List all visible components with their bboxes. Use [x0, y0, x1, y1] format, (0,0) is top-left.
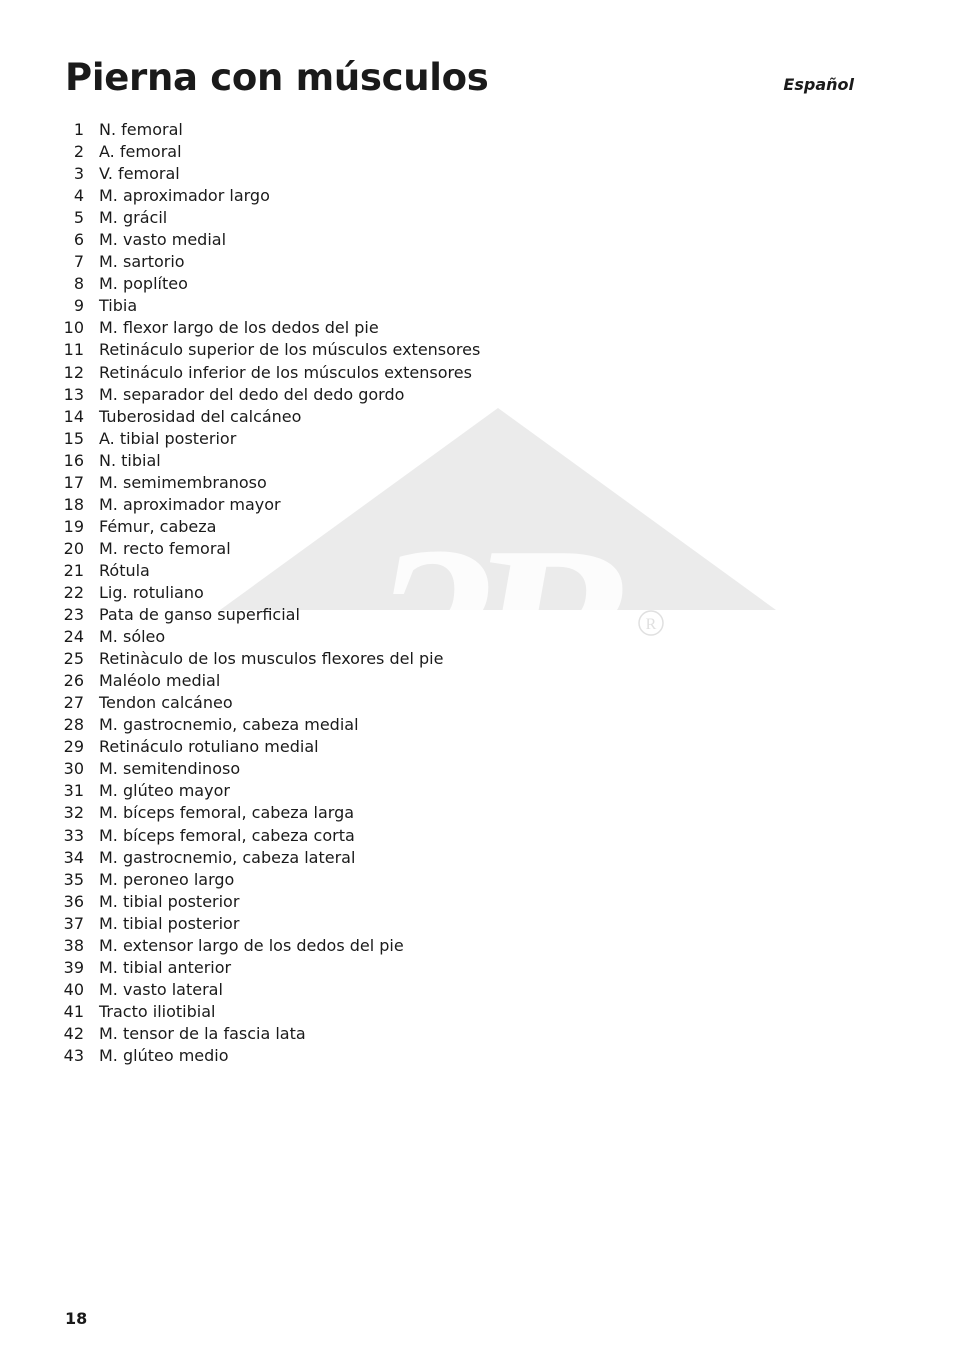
list-item — [60, 295, 480, 317]
list-item — [60, 516, 480, 538]
item-label: M. vasto lateral — [99, 979, 223, 999]
item-label: M. aproximador mayor — [99, 494, 281, 514]
item-label: N. femoral — [99, 120, 183, 139]
item-number: 4 — [73, 186, 84, 206]
list-item — [60, 450, 480, 472]
list-item — [60, 339, 480, 361]
item-number: 15 — [63, 428, 84, 448]
list-item — [60, 428, 480, 450]
item-number: 11 — [63, 340, 84, 360]
item-number: 5 — [73, 208, 84, 228]
list-item — [60, 780, 480, 802]
item-label: M. bíceps femoral, cabeza larga — [99, 803, 355, 823]
list-item — [60, 560, 480, 582]
item-label: Tracto iliotibial — [99, 1001, 216, 1021]
list-item — [60, 494, 480, 516]
item-label: Tuberosidad del calcáneo — [99, 406, 302, 426]
item-number: 18 — [63, 494, 84, 514]
list-item — [60, 472, 480, 494]
item-number: 42 — [63, 1023, 84, 1043]
item-number: 26 — [63, 671, 84, 691]
item-label: M. glúteo medio — [99, 1045, 229, 1065]
list-item — [60, 251, 480, 273]
list-item — [60, 406, 480, 428]
item-label: Pata de ganso superficial — [99, 605, 300, 625]
list-item — [60, 891, 480, 913]
item-number: 31 — [63, 781, 84, 801]
list-item — [60, 185, 480, 207]
item-number: 16 — [63, 450, 84, 470]
list-item — [60, 1001, 480, 1023]
item-number: 1 — [73, 120, 84, 139]
item-number: 7 — [73, 252, 84, 272]
item-number: 32 — [63, 803, 84, 823]
item-number: 3 — [73, 164, 84, 184]
item-number: 12 — [63, 362, 84, 382]
item-number: 22 — [63, 582, 84, 602]
item-number: 23 — [63, 605, 84, 625]
list-item — [60, 538, 480, 560]
item-label: M. vasto medial — [99, 230, 227, 250]
item-label: Retináculo rotuliano medial — [99, 737, 319, 757]
item-label: M. tibial posterior — [99, 913, 240, 933]
item-label: M. gastrocnemio, cabeza medial — [99, 715, 359, 735]
item-number: 28 — [63, 715, 84, 735]
item-label: M. extensor largo de los dedos del pie — [99, 935, 404, 955]
language-label: Español — [783, 75, 854, 94]
item-number: 37 — [63, 913, 84, 933]
item-label: M. gastrocnemio, cabeza lateral — [99, 847, 356, 867]
item-number: 25 — [63, 649, 84, 669]
page-title: Pierna con músculos — [65, 56, 489, 99]
item-number: 35 — [63, 869, 84, 889]
list-item — [60, 119, 480, 141]
list-item — [60, 1023, 480, 1045]
item-label: Fémur, cabeza — [99, 516, 217, 536]
list-item — [60, 273, 480, 295]
list-item — [60, 207, 480, 229]
item-label: Rótula — [99, 560, 150, 580]
item-label: M. tensor de la fascia lata — [99, 1023, 306, 1043]
item-label: M. sóleo — [99, 627, 166, 647]
watermark-registered-letter: R — [645, 616, 657, 633]
list-item — [60, 979, 480, 1001]
item-label: Retináculo superior de los músculos extensores — [99, 340, 481, 360]
item-label: Tibia — [99, 296, 138, 316]
item-label: A. femoral — [99, 142, 182, 162]
list-item — [60, 317, 480, 339]
item-label: Lig. rotuliano — [99, 582, 204, 602]
list-item — [60, 163, 480, 185]
item-label: M. peroneo largo — [99, 869, 235, 889]
list-item — [60, 626, 480, 648]
list-item — [60, 825, 480, 847]
item-label: M. glúteo mayor — [99, 781, 230, 801]
item-label: M. tibial posterior — [99, 891, 240, 911]
watermark-logo-text: 3B — [370, 495, 602, 725]
item-label: V. femoral — [99, 164, 180, 184]
item-label: M. sartorio — [99, 252, 185, 272]
item-label: M. tibial anterior — [99, 957, 232, 977]
list-item — [60, 648, 480, 670]
list-item — [60, 229, 480, 251]
list-item — [60, 604, 480, 626]
item-number: 2 — [73, 142, 84, 162]
item-number: 8 — [73, 274, 84, 294]
item-number: 33 — [63, 825, 84, 845]
item-number: 21 — [63, 560, 84, 580]
item-number: 14 — [63, 406, 84, 426]
item-number: 40 — [63, 979, 84, 999]
list-item — [60, 692, 480, 714]
item-number: 19 — [63, 516, 84, 536]
item-label: M. aproximador largo — [99, 186, 270, 206]
list-item — [60, 1045, 480, 1067]
list-item — [60, 802, 480, 824]
item-number: 34 — [63, 847, 84, 867]
item-number: 24 — [63, 627, 84, 647]
list-item — [60, 758, 480, 780]
item-label: M. semitendinoso — [99, 759, 241, 779]
list-item — [60, 384, 480, 406]
item-number: 27 — [63, 693, 84, 713]
item-number: 41 — [63, 1001, 84, 1021]
list-item — [60, 714, 480, 736]
item-label: M. grácil — [99, 208, 168, 228]
item-label: M. separador del dedo del dedo gordo — [99, 384, 405, 404]
list-item — [60, 582, 480, 604]
item-label: Retináculo inferior de los músculos extensores — [99, 362, 472, 382]
item-label: Maléolo medial — [99, 671, 221, 691]
item-number: 39 — [63, 957, 84, 977]
item-number: 29 — [63, 737, 84, 757]
list-item — [60, 957, 480, 979]
item-label: Retinàculo de los musculos flexores del pie — [99, 649, 444, 669]
item-number: 6 — [73, 230, 84, 250]
item-number: 36 — [63, 891, 84, 911]
item-number: 20 — [63, 538, 84, 558]
item-label: M. semimembranoso — [99, 472, 267, 492]
list-item — [60, 935, 480, 957]
list-item — [60, 869, 480, 891]
item-number: 13 — [63, 384, 84, 404]
item-number: 30 — [63, 759, 84, 779]
item-number: 17 — [63, 472, 84, 492]
item-label: A. tibial posterior — [99, 428, 237, 448]
item-label: M. poplíteo — [99, 274, 188, 294]
page-number: 18 — [65, 1309, 88, 1328]
item-label: Tendon calcáneo — [99, 693, 233, 713]
item-label: N. tibial — [99, 450, 161, 470]
item-label: M. recto femoral — [99, 538, 231, 558]
item-number: 10 — [63, 318, 84, 338]
list-item — [60, 913, 480, 935]
list-item — [60, 847, 480, 869]
term-list — [60, 119, 480, 1067]
list-item — [60, 141, 480, 163]
item-number: 43 — [63, 1045, 84, 1065]
list-item — [60, 736, 480, 758]
item-label: M. flexor largo de los dedos del pie — [99, 318, 379, 338]
list-item — [60, 362, 480, 384]
item-label: M. bíceps femoral, cabeza corta — [99, 825, 355, 845]
list-item — [60, 670, 480, 692]
item-number: 9 — [73, 296, 84, 316]
item-number: 38 — [63, 935, 84, 955]
